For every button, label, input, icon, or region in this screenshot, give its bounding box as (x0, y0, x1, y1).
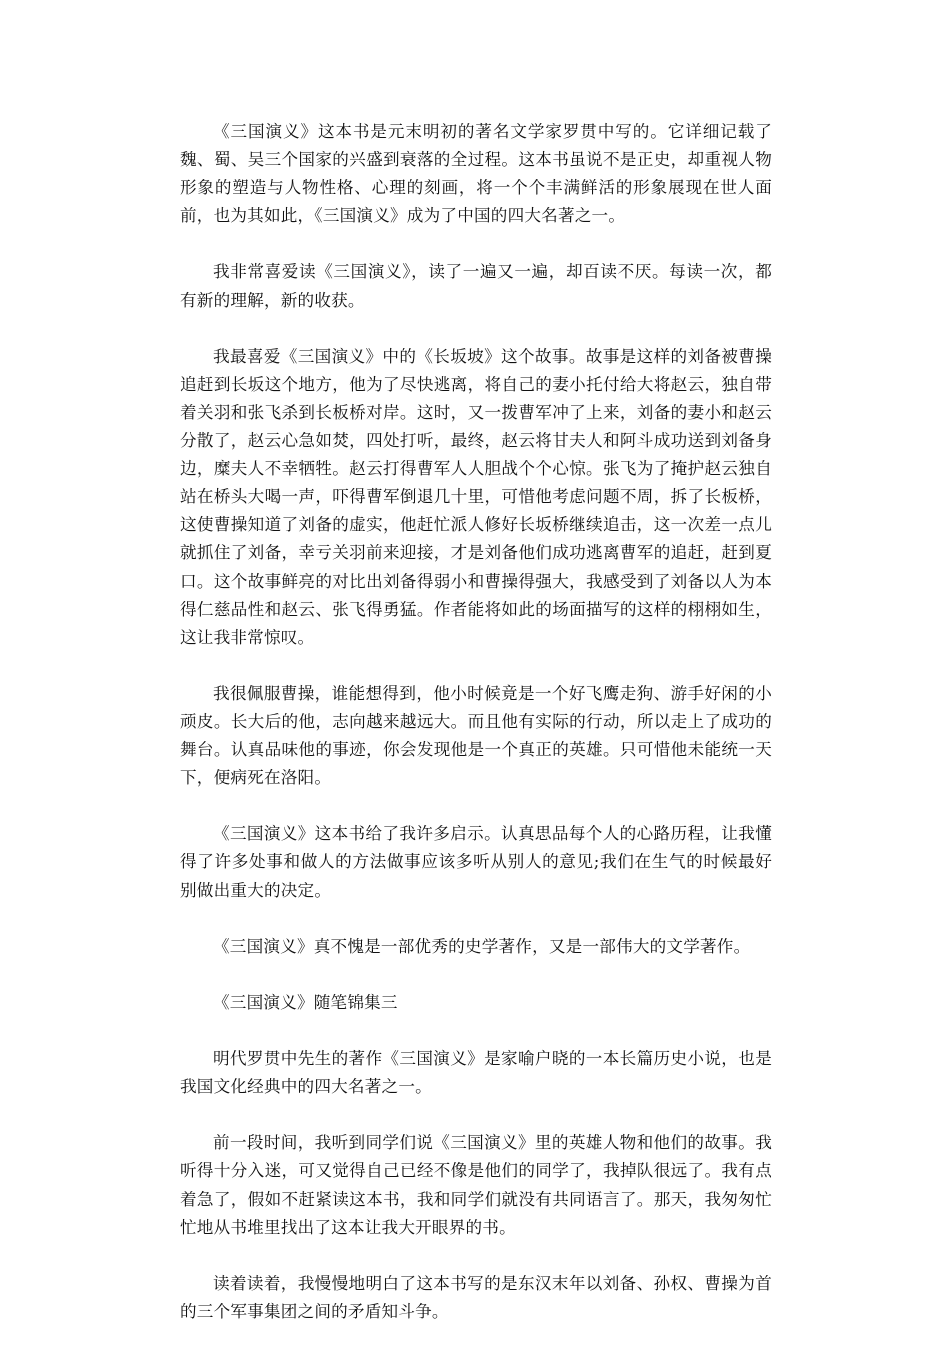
paragraph-luo-guanzhong: 明代罗贯中先生的著作《三国演义》是家喻户晓的一本长篇历史小说，也是我国文化经典中的四大名著之一。 (180, 1049, 772, 1097)
paragraph-changbanpo: 我最喜爱《三国演义》中的《长坂坡》这个故事。故事是这样的刘备被曹操追赶到长坂这个地方，他为了尽快逃离，将自己的妻小托付给大将赵云，独自带着关羽和张飞杀到长板桥对岸。这时，又一拨曹军冲了上来，刘备的妻小和赵云分散了，赵云心急如焚，四处打听，最终，赵云将甘夫人和阿斗成功送到刘备身边，糜夫人不幸牺牲。赵云打得曹军人人胆战个个心惊。张飞为了掩护赵云独自站在桥头大喝一声，吓得曹军倒退几十里，可惜他考虑问题不周，拆了长板桥，这使曹操知道了刘备的虚实，他赶忙派人修好长坂桥继续追击，这一次差一点儿就抓住了刘备，幸亏关羽前来迎接，才是刘备他们成功逃离曹军的追赶，赶到夏口。这个故事鲜亮的对比出刘备得弱小和曹操得强大，我感受到了刘备以人为本得仁慈品性和赵云、张飞得勇猛。作者能将如此的场面描写的这样的栩栩如生，这让我非常惊叹。 (180, 346, 772, 647)
paragraph-reading-on: 读着读着，我慢慢地明白了这本书写的是东汉末年以刘备、孙权、曹操为首的三个军事集团之间的矛盾知斗争。 (180, 1273, 772, 1321)
paragraph-intro: 《三国演义》这本书是元末明初的著名文学家罗贯中写的。它详细记载了魏、蜀、吴三个国家的兴盛到衰落的全过程。这本书虽说不是正史，却重视人物形象的塑造与人物性格、心理的刻画，将一个个丰满鲜活的形象展现在世人面前，也为其如此，《三国演义》成为了中国的四大名著之一。 (180, 122, 772, 226)
paragraph-lessons: 《三国演义》这本书给了我许多启示。认真思品每个人的心路历程，让我懂得了许多处事和做人的方法做事应该多听从别人的意见;我们在生气的时候最好别做出重大的决定。 (180, 824, 772, 900)
document-body (180, 118, 772, 1354)
paragraph-classmates: 前一段时间，我听到同学们说《三国演义》里的英雄人物和他们的故事。我听得十分入迷，可又觉得自己已经不像是他们的同学了，我掉队很远了。我有点着急了，假如不赶紧读这本书，我和同学们就没有共同语言了。那天，我匆匆忙忙地从书堆里找出了这本让我大开眼界的书。 (180, 1133, 772, 1237)
section-heading: 《三国演义》随笔锦集三 (213, 992, 398, 1012)
paragraph-conclusion: 《三国演义》真不愧是一部优秀的史学著作，又是一部伟大的文学著作。 (213, 936, 751, 956)
paragraph-cao-cao: 我很佩服曹操，谁能想得到，他小时候竟是一个好飞鹰走狗、游手好闲的小顽皮。长大后的他，志向越来越远大。而且他有实际的行动，所以走上了成功的舞台。认真品味他的事迹，你会发现他是一个真正的英雄。只可惜他未能统一天下，便病死在洛阳。 (180, 683, 772, 788)
paragraph-love-reading: 我非常喜爱读《三国演义》，读了一遍又一遍，却百读不厌。每读一次，都有新的理解，新的收获。 (180, 262, 772, 310)
